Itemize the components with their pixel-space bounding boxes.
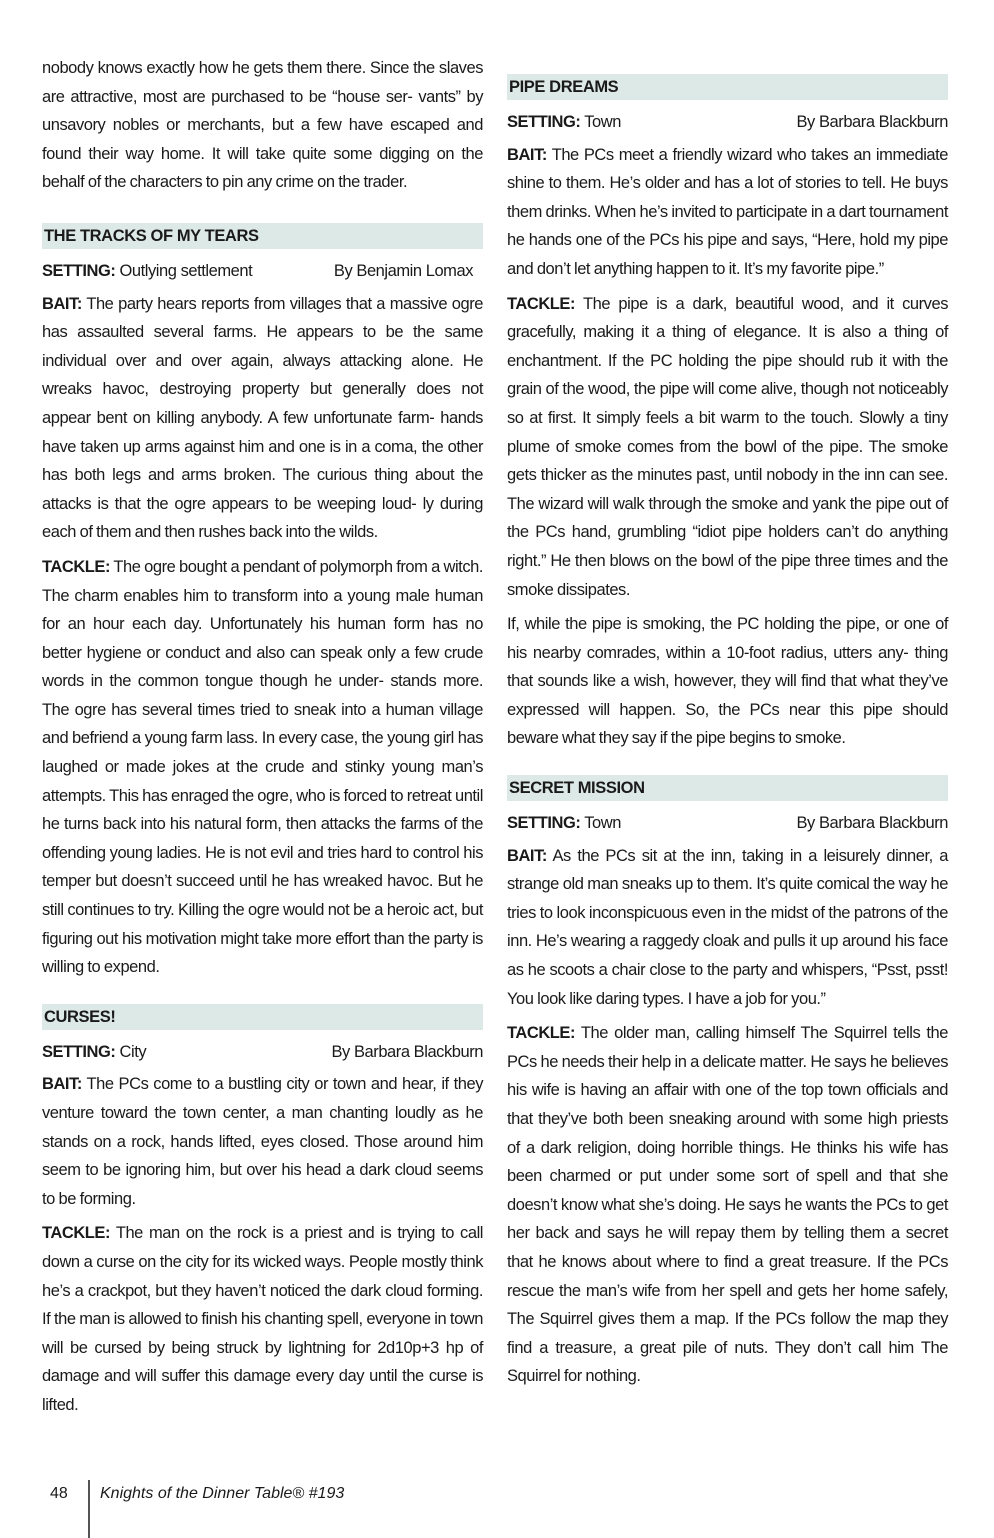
bait-label: BAIT: [42, 294, 82, 313]
footer-divider [88, 1480, 90, 1538]
section-heading-tracks: THE TRACKS OF MY TEARS [42, 223, 483, 249]
bait-paragraph-curses [42, 1070, 483, 1213]
tackle-text: The pipe is a dark, beautiful wood, and it curves gracefully, making it a thing of elegance. It is also a thing of enchantment. If the PC holding the pipe should rub it with the grain of the wood, the pipe will come alive, though not noticeably so at first. It simply feels a bit warm to the touch. Slowly a tiny plume of smoke comes from the bowl of the pipe. The smoke gets thicker as the minutes past, until nobody in the inn can see. The wizard will walk through the smoke and yank the pipe out of the PCs hand, grumbling “idiot pipe holders can’t do anything right.” He then blows on the bowl of the pipe three times and the smoke dissipates. [507, 294, 948, 599]
setting-line-tracks [42, 257, 483, 286]
author-byline: By Barbara Blackburn [796, 113, 948, 131]
setting-field [507, 809, 621, 838]
setting-label: SETTING: [42, 1042, 116, 1061]
page-number: 48 [50, 1485, 68, 1502]
bait-text: The PCs come to a bustling city or town and hear, if they venture toward the town center, a man chanting loudly as he stands on a rock, hands lifted, eyes closed. Those around him seem to be ignoring him, but over his head a dark cloud seems to be forming. [42, 1075, 483, 1208]
setting-value: Town [584, 814, 621, 833]
bait-label: BAIT: [507, 846, 547, 865]
setting-field [42, 257, 252, 286]
section-heading-pipe: PIPE DREAMS [507, 74, 948, 100]
tackle-paragraph-secret [507, 1019, 948, 1391]
bait-label: BAIT: [42, 1075, 82, 1094]
bait-label: BAIT: [507, 145, 547, 164]
author-byline: By Barbara Blackburn [331, 1042, 483, 1061]
tackle-paragraph-curses [42, 1219, 483, 1419]
tackle-label: TACKLE: [507, 294, 576, 313]
page-footer [0, 1468, 994, 1538]
extra-paragraph-pipe: If, while the pipe is smoking, the PC holding the pipe, or one of his nearby comrades, within a 10-foot radius, utters any- thing that sounds like a wish, however, they will find that what they’ve expressed will happen. So, the PCs near this pipe should beware what they say if the pipe begins to smoke. [507, 615, 948, 748]
tackle-paragraph-tracks [42, 553, 483, 982]
bait-paragraph-secret [507, 842, 948, 1014]
setting-label: SETTING: [507, 113, 581, 131]
setting-value: Town [584, 113, 621, 131]
section-heading-curses: CURSES! [42, 1004, 483, 1030]
setting-line-curses [42, 1038, 483, 1067]
setting-line-pipe [507, 108, 948, 137]
setting-label: SETTING: [507, 814, 581, 833]
setting-field [507, 108, 621, 137]
section-heading-secret: SECRET MISSION [507, 775, 948, 801]
bait-text: The party hears reports from villages that a massive ogre has assaulted several farms. He appears to be the same individual over and over again, always attacking alone. He wreaks havoc, destroying property but generally does not appear bent on killing anybody. A few unfortunate farm- hands have taken up arms against him and one is in a coma, the other has both legs and arms broken. The curious thing about the attacks is that the ogre appears to be weeping loud- ly during each of them and then rushes back into the wilds. [42, 294, 483, 542]
tackle-paragraph-pipe [507, 290, 948, 605]
tackle-text: The man on the rock is a priest and is trying to call down a curse on the city for its wicked ways. People mostly think he’s a crackpot, but they haven’t noticed the dark cloud forming. If the man is allowed to finish his chanting spell, everyone in town will be cursed by being struck by lightning for 2d10p+3 hp of damage and will suffer this damage every day until the curse is lifted. [42, 1224, 483, 1414]
publication-title: Knights of the Dinner Table® #193 [100, 1485, 345, 1502]
left-column [42, 54, 483, 1426]
bait-paragraph-tracks [42, 290, 483, 547]
tackle-text: The older man, calling himself The Squirrel tells the PCs he needs their help in a delicate matter. He says he believes his wife is having an affair with one of the top town officials and that they’ve both been sneaking around with some high priests of a dark religion, doing horrible things. He thinks his wife has been charmed or put under some sort of spell and that she doesn’t know what she’s doing. He says he wants the PCs to get her back and says he will repay them by telling them a secret that he knows about where to find a great treasure. If the PCs rescue the man’s wife from her spell and gets her home safely, The Squirrel gives them a map. If the PCs follow the map they find a treasure, a great pile of nuts. They don’t call him The Squirrel for nothing. [507, 1024, 948, 1386]
author-byline: By Barbara Blackburn [796, 814, 948, 833]
setting-field [42, 1038, 146, 1067]
tackle-text: The ogre bought a pendant of polymorph from a witch. The charm enables him to transform into a young male human for an hour each day. Unfortunately his human form has no better hygiene or conduct and also can speak only a few crude words in the common tongue though he under- stands more. The ogre has several times tried to sneak into a human village and befriend a young farm lass. In every case, the young girl has laughed or made jokes at the crude and stinky young man’s attempts. This has enraged the ogre, who is forced to retreat until he turns back into his natural form, then attacks the farms of the offending young ladies. He is not evil and tries hard to control his temper but doesn’t succeed until he has wreaked havoc. But he still continues to try. Killing the ogre would not be a heroic act, but figuring out his motivation might take more effort than the party is willing to expend. [42, 557, 483, 977]
tackle-label: TACKLE: [42, 557, 111, 576]
setting-label: SETTING: [42, 261, 116, 280]
tackle-label: TACKLE: [42, 1224, 111, 1243]
bait-text: The PCs meet a friendly wizard who takes an immediate shine to them. He’s older and has a lot of stories to tell. He buys them drinks. When he’s invited to participate in a dart tournament he hands one of the PCs his pipe and says, “Here, hold my pipe and don’t let anything happen to it. It’s my favorite pipe.” [507, 145, 948, 278]
right-column [507, 74, 948, 1397]
intro-paragraph: nobody knows exactly how he gets them there. Since the slaves are attractive, most are purchased to be “house ser- vants” by unsavory nobles or merchants, but a few have escaped and found their way home. It will take quite some digging on the behalf of the characters to pin any crime on the trader. [42, 59, 483, 192]
tackle-label: TACKLE: [507, 1024, 576, 1043]
bait-text: As the PCs sit at the inn, taking in a leisurely dinner, a strange old man sneaks up to them. It’s quite comical the way he tries to look inconspicuous even in the midst of the patrons of the inn. He’s wearing a raggedy cloak and pulls it up around his face as he scoots a chair close to the party and whispers, “Psst, psst! You look like daring types. I have a job for you.” [507, 846, 948, 1008]
setting-value: Outlying settlement [119, 261, 253, 280]
author-byline: By Benjamin Lomax [333, 261, 473, 280]
setting-value: City [119, 1042, 147, 1061]
setting-line-secret [507, 809, 948, 838]
bait-paragraph-pipe [507, 141, 948, 284]
